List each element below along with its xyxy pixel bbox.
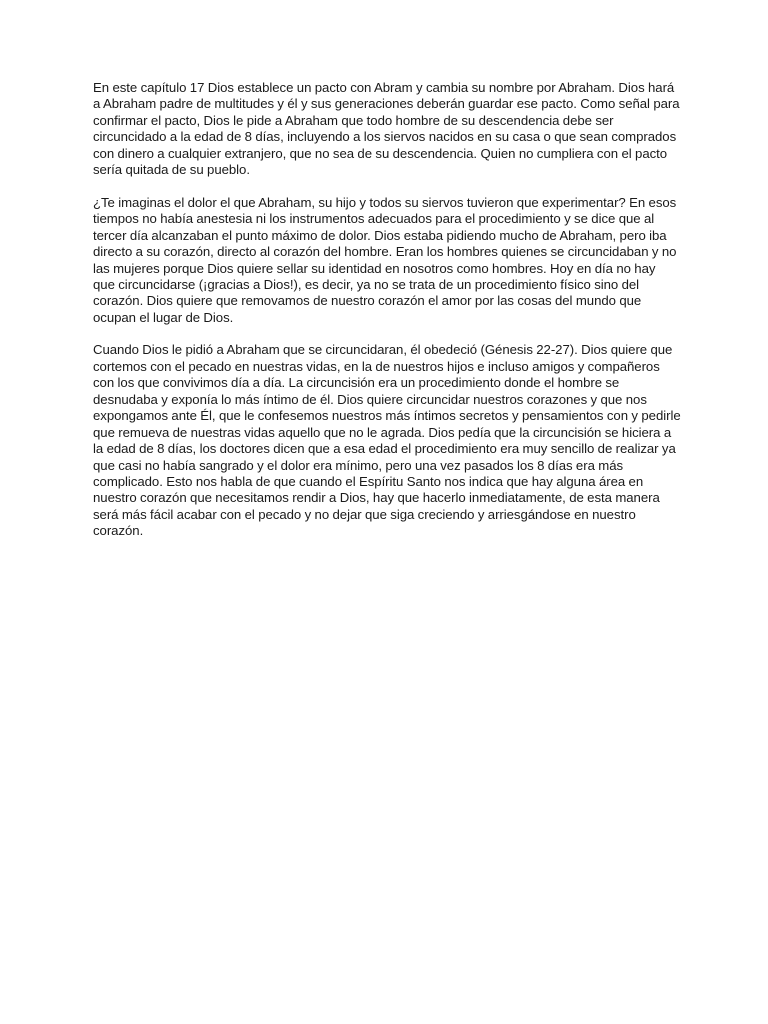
paragraph-2 (93, 195, 675, 327)
text-line: las mujeres porque Dios quiere sellar su identidad en nosotros como hombres. Hoy en día no hay (93, 260, 656, 276)
text-line: desnudaba y exponía lo más íntimo de él. Dios quiere circuncidar nuestros corazones y que nos (93, 391, 647, 407)
text-line: que casi no había sangrado y el dolor era mínimo, pero una vez pasados los 8 días era más (93, 457, 624, 473)
text-line: tercer día alcanzaban el punto máximo de dolor. Dios estaba pidiendo mucho de Abraham, pero iba (93, 227, 667, 243)
text-line: En este capítulo 17 Dios establece un pacto con Abram y cambia su nombre por Abraham. Dios hará (93, 80, 675, 95)
text-line: circuncidado a la edad de 8 días, incluyendo a los siervos nacidos en su casa o que sean comprados (93, 129, 677, 145)
text-line: será más fácil acabar con el pecado y no dejar que siga creciendo y arriesgándose en nuestro (93, 506, 636, 522)
paragraph-1 (93, 80, 680, 179)
text-line: cortemos con el pecado en nuestras vidas, en la de nuestros hijos e incluso amigos y compañeros (93, 358, 660, 374)
text-line: sería quitada de su pueblo. (93, 162, 250, 178)
document-body (93, 80, 681, 556)
text-line: ocupan el lugar de Dios. (93, 309, 234, 325)
text-line: directo a su corazón, directo al corazón del hombre. Eran los hombres quienes se circuncidaban y no (93, 244, 677, 260)
text-line: a Abraham padre de multitudes y él y sus generaciones deberán guardar ese pacto. Como señal para (93, 96, 680, 112)
text-line: corazón. (93, 523, 144, 539)
text-line: con los que convivimos día a día. La circuncisión era un procedimiento donde el hombre se (93, 375, 620, 391)
paragraph-3 (93, 342, 681, 539)
text-line: nuestro corazón que necesitamos rendir a Dios, hay que hacerlo inmediatamente, de esta manera (93, 490, 660, 506)
text-line: expongamos ante Él, que le confesemos nuestros más íntimos secretos y pensamientos con y pedirle (93, 408, 681, 424)
text-line: complicado. Esto nos habla de que cuando el Espíritu Santo nos indica que hay alguna área en (93, 473, 644, 489)
text-line: ¿Te imaginas el dolor el que Abraham, su hijo y todos su siervos tuvieron que experimentar? En esos (93, 194, 677, 210)
text-line: que circuncidarse (¡gracias a Dios!), es decir, ya no se trata de un procedimiento físico sino del (93, 276, 640, 292)
text-line: confirmar el pacto, Dios le pide a Abraham que todo hombre de su descendencia debe ser (93, 112, 614, 128)
text-line: la edad de 8 días, los doctores dicen que a esa edad el procedimiento era muy sencillo de realizar ya (93, 441, 676, 457)
text-line: corazón. Dios quiere que removamos de nuestro corazón el amor por las cosas del mundo que (93, 293, 642, 309)
text-line: Cuando Dios le pidió a Abraham que se circuncidaran, él obedeció (Génesis 22-27). Dios quiere que (93, 342, 673, 358)
text-line: con dinero a cualquier extranjero, que no sea de su descendencia. Quien no cumpliera con el pacto (93, 145, 668, 161)
text-line: tiempos no había anestesia ni los instrumentos adecuados para el procedimiento y se dice que al (93, 211, 655, 227)
text-line: que remueva de nuestras vidas aquello que no le agrada. Dios pedía que la circuncisión se hiciera a (93, 424, 672, 440)
